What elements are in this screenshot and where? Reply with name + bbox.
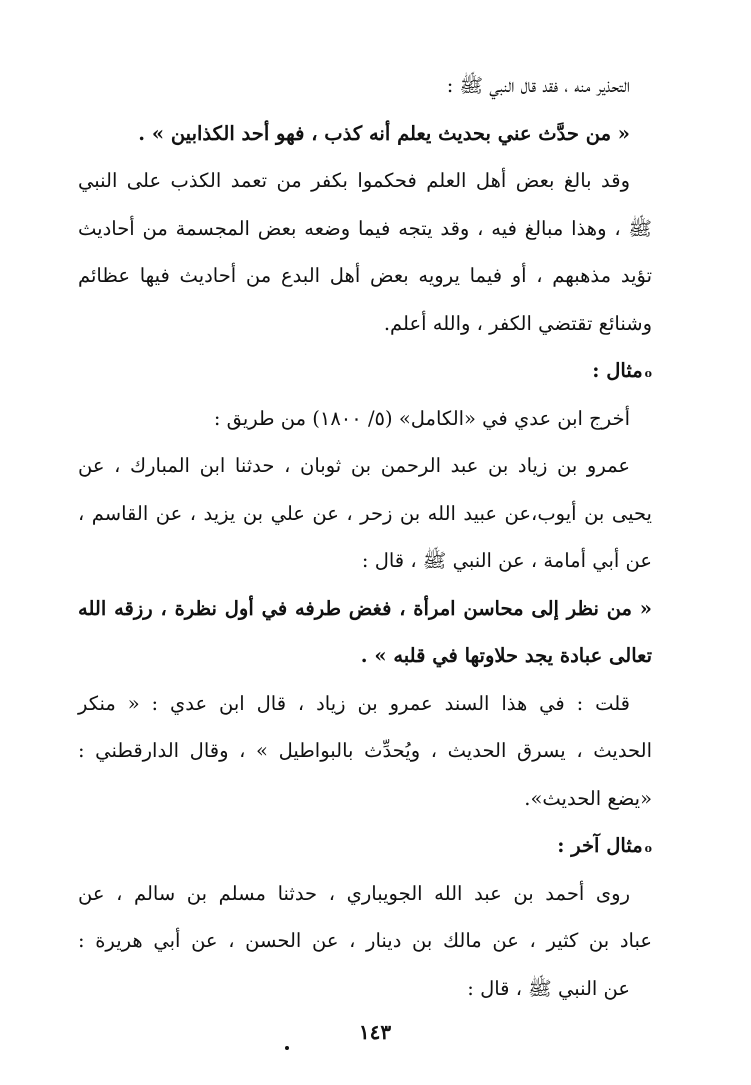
page-number: ١٤٣ bbox=[358, 1020, 392, 1044]
text-line: عمرو بن زياد بن عبد الرحمن بن ثوبان ، حدثنا ابن المبارك ، عن bbox=[78, 454, 630, 477]
text-line: الحديث ، يسرق الحديث ، ويُحدِّث بالبواطيل » ، وقال الدارقطني : bbox=[78, 739, 652, 762]
text-line: أخرج ابن عدي في «الكامل» (٥/ ١٨٠٠) من طريق : bbox=[213, 406, 630, 430]
section-heading-example bbox=[78, 347, 652, 395]
hadith-quote-line: تعالى عبادة يجد حلاوتها في قلبه » . bbox=[360, 644, 652, 667]
text-line: وشنائع تقتضي الكفر ، والله أعلم. bbox=[383, 311, 652, 335]
text-line: عن النبي ﷺ ، قال : bbox=[467, 976, 630, 1000]
section-marker-icon: ο bbox=[644, 367, 652, 380]
text-line: وقد بالغ بعض أهل العلم فحكموا بكفر من تعمد الكذب على النبي bbox=[78, 169, 630, 192]
hadith-quote-line: « من نظر إلى محاسن امرأة ، فغض طرفه في أول نظرة ، رزقه الله bbox=[78, 596, 652, 620]
text-line: عباد بن كثير ، عن مالك بن دينار ، عن الحسن ، عن أبي هريرة : bbox=[78, 929, 652, 952]
section-heading-another-example bbox=[78, 822, 652, 870]
text-line: عن أبي أمامة ، عن النبي ﷺ ، قال : bbox=[361, 549, 652, 572]
text-line: «يضع الحديث». bbox=[524, 786, 652, 810]
text-line: يحيى بن أيوب،عن عبيد الله بن زحر ، عن علي بن يزيد ، عن القاسم ، bbox=[78, 501, 652, 525]
text-line: روى أحمد بن عبد الله الجويباري ، حدثنا مسلم بن سالم ، عن bbox=[78, 881, 630, 905]
section-marker-icon: ο bbox=[644, 842, 652, 855]
section-heading-label: مثال : bbox=[592, 359, 643, 382]
page-body-text bbox=[78, 62, 652, 1012]
page-dot bbox=[285, 1046, 289, 1050]
text-line: تؤيد مذهبهم ، أو فيما يرويه بعض أهل البدع من أحاديث فيها عظائم bbox=[78, 264, 652, 287]
hadith-quote-line: « من حدَّث عني بحديث يعلم أنه كذب ، فهو أحد الكذابين » . bbox=[138, 121, 630, 145]
text-line: قلت : في هذا السند عمرو بن زياد ، قال ابن عدي : « منكر bbox=[78, 691, 630, 715]
section-heading-label: مثال آخر : bbox=[557, 834, 643, 857]
text-line: التحذير منه ، فقد قال النبي ﷺ : bbox=[446, 74, 630, 97]
text-line: ﷺ ، وهذا مبالغ فيه ، وقد يتجه فيما وضعه بعض المجسمة من أحاديث bbox=[78, 216, 652, 240]
